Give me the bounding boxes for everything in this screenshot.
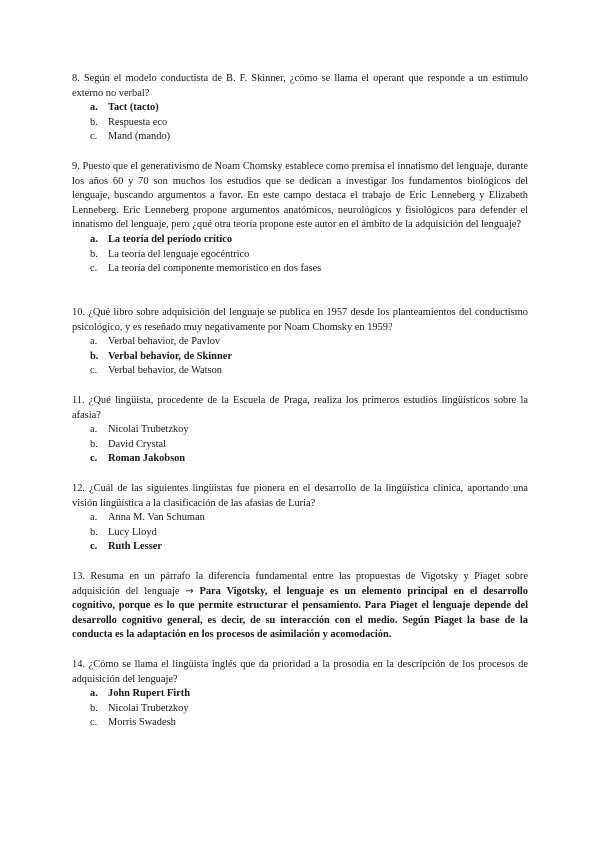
options-list (72, 511, 528, 555)
question-13-text (72, 570, 528, 643)
option-text: Anna M. Van Schuman (108, 512, 205, 524)
option-b (72, 116, 528, 131)
question-stem: 14. ¿Cómo se llama el lingüista inglés que da prioridad a la prosodia en la descripción de los procesos de adquisición del lenguaje? (72, 659, 528, 685)
option-b (72, 248, 528, 263)
options-list (72, 687, 528, 731)
option-text: La teoría del período crítico (108, 233, 233, 245)
question-8 (72, 72, 528, 145)
option-text: Respuesta eco (108, 116, 168, 128)
option-letter: b. (90, 702, 98, 714)
option-letter: b. (90, 526, 98, 538)
option-text: Mand (mando) (108, 131, 171, 143)
option-letter: b. (90, 116, 98, 128)
question-10 (72, 306, 528, 379)
option-c (72, 716, 528, 731)
option-letter: c. (90, 453, 98, 465)
question-stem: 12. ¿Cuál de las siguientes lingüistas fue pionera en el desarrollo de la lingüística clínica, aportando una visión lingüística a la clasificación de las afasias de Luria? (72, 483, 528, 509)
option-a (72, 511, 528, 526)
option-letter: a. (90, 424, 98, 436)
option-letter: a. (90, 336, 98, 348)
options-list (72, 233, 528, 277)
option-text: John Rupert Firth (108, 688, 190, 700)
option-c (72, 452, 528, 467)
option-letter: b. (90, 350, 99, 362)
option-text: Nicolai Trubetzkoy (108, 424, 189, 436)
question-14 (72, 658, 528, 731)
option-letter: b. (90, 438, 98, 450)
option-letter: c. (90, 263, 98, 275)
option-letter: a. (90, 688, 98, 700)
question-stem: 8. Según el modelo conductista de B. F. Skinner, ¿cómo se llama el operant que responde a un estímulo externo no verbal? (72, 73, 528, 99)
option-a (72, 101, 528, 116)
option-letter: c. (90, 131, 98, 143)
option-b (72, 702, 528, 717)
option-text: Lucy Lloyd (108, 526, 157, 538)
option-text: La teoría del componente memorístico en dos fases (108, 263, 322, 275)
option-letter: a. (90, 102, 98, 114)
option-text: Roman Jakobson (108, 453, 186, 465)
option-text: La teoría del lenguaje egocéntrico (108, 248, 250, 260)
option-b (72, 438, 528, 453)
option-a (72, 335, 528, 350)
option-c (72, 540, 528, 555)
option-text: Nicolai Trubetzkoy (108, 702, 189, 714)
option-text: Verbal behavior, de Skinner (108, 350, 232, 362)
question-13 (72, 570, 528, 643)
option-text: David Crystal (108, 438, 167, 450)
options-list (72, 335, 528, 379)
option-c (72, 364, 528, 379)
option-letter: b. (90, 248, 98, 260)
question-stem: 11. ¿Qué lingüista, procedente de la Escuela de Praga, realiza los primeros estudios lingüísticos sobre la afasia? (72, 395, 528, 421)
option-text: Ruth Lesser (108, 541, 162, 553)
option-b (72, 350, 528, 365)
option-text: Verbal behavior, de Pavlov (108, 336, 221, 348)
option-c (72, 262, 528, 277)
question-9 (72, 160, 528, 277)
option-c (72, 130, 528, 145)
option-text: Morris Swadesh (108, 717, 176, 729)
option-b (72, 526, 528, 541)
option-letter: c. (90, 541, 98, 553)
option-letter: a. (90, 233, 98, 245)
question-stem: 9. Puesto que el generativismo de Noam Chomsky establece como premisa el innatismo del lenguaje, durante los años 60 y 70 son muchos los estudios que se dedican a investigar los fundamentos biológicos del lenguaje, buscando argumentos a favor. En este campo destaca el trabajo de Eric Lenneberg y Elizabeth Lenneberg. Eric Lenneberg propone argumentos anatómicos, neurológicos y fisiológicos para defender el innatismo del lenguaje, pero ¿qué otra teoría propone este autor en el ámbito de la adquisición del lenguaje? (72, 161, 528, 231)
option-text: Verbal behavior, de Watson (108, 365, 222, 377)
option-a (72, 233, 528, 248)
arrow-icon: → (185, 585, 194, 597)
options-list (72, 423, 528, 467)
option-a (72, 423, 528, 438)
option-text: Tact (tacto) (108, 102, 159, 114)
question-stem: 10. ¿Qué libro sobre adquisición del lenguaje se publica en 1957 desde los planteamientos del conductismo psicológico, y es reseñado muy negativamente por Noam Chomsky en 1959? (72, 307, 528, 333)
question-11 (72, 394, 528, 467)
question-answer: Para Vigotsky, el lenguaje es un elemento principal en el desarrollo cognitivo, porque es lo que permite estructurar el pensamiento. Para Piaget el lenguaje depende del desarrollo cognitivo general, es decir, de su interacción con el medio. Según Piaget la base de la conducta es la adaptación en los procesos de asimilación y acomodación. (72, 585, 528, 641)
option-letter: a. (90, 512, 98, 524)
option-letter: c. (90, 717, 98, 729)
question-stem: 13. Resuma en un párrafo la diferencia fundamental entre las propuestas de Vigotsky y Piaget sobre adquisición del lenguaje (72, 571, 528, 597)
options-list (72, 101, 528, 145)
option-a (72, 687, 528, 702)
question-12 (72, 482, 528, 555)
option-letter: c. (90, 365, 98, 377)
